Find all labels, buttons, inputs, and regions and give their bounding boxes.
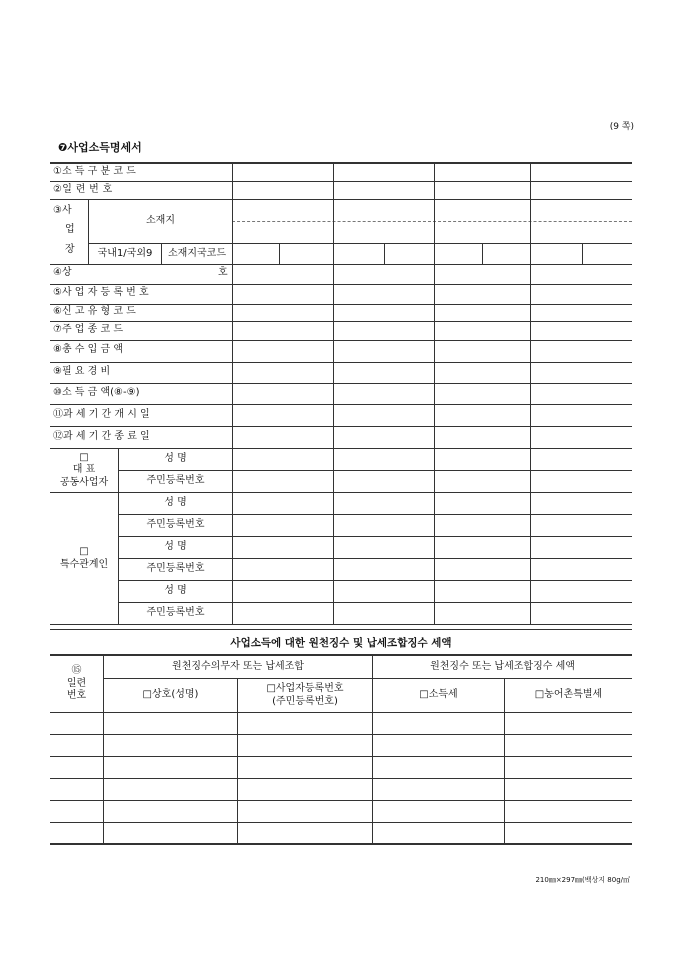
row-divider (50, 304, 632, 305)
row-divider (50, 404, 632, 405)
row-divider (50, 778, 632, 779)
special-relation-block (50, 493, 118, 624)
serial-line1: 일련 (66, 677, 87, 689)
page-number: (9 쪽) (609, 122, 634, 132)
rep-checkbox[interactable]: □ (79, 451, 89, 463)
rrn-label: 주민등록번호 (146, 563, 205, 575)
col-divider (333, 163, 334, 624)
label-workplace-2: 업 (65, 224, 75, 235)
row-divider (50, 822, 632, 823)
row-divider (50, 284, 632, 285)
name-label: 성 명 (164, 453, 187, 465)
name-label: 성 명 (164, 541, 187, 553)
dashed-divider (232, 221, 632, 222)
label-location: 소재지 (146, 215, 175, 227)
label-country-code: 소재지국코드 (168, 247, 226, 259)
row-divider (50, 181, 632, 182)
label-income-amount: ⑩소 득 금 액(⑧-⑨) (53, 387, 140, 398)
sub2-line2: (주민등록번호) (272, 695, 338, 707)
label-income-type-code (53, 167, 229, 177)
col-income-tax: □소득세 (419, 689, 458, 701)
col-divider (279, 243, 280, 264)
label-period-start: ⑪과 세 기 간 개 시 일 (53, 409, 150, 420)
name-label: 성 명 (164, 497, 187, 509)
label-workplace-1: ③사 (53, 205, 72, 216)
col-business-reg-no (238, 679, 372, 712)
rep-coowner-block (50, 449, 118, 492)
label-serial-number (53, 185, 229, 195)
col-divider (582, 243, 583, 264)
col-divider (232, 163, 233, 624)
row-divider (50, 756, 632, 757)
special-label: 특수관계인 (59, 558, 109, 570)
row-divider (50, 712, 632, 713)
row-divider (50, 624, 632, 625)
row-divider (50, 340, 632, 341)
row-divider (50, 800, 632, 801)
section2-top-border (50, 629, 632, 630)
rrn-label: 주민등록번호 (146, 519, 205, 531)
circled-15: ⑮ (71, 665, 82, 677)
special-checkbox[interactable]: □ (79, 546, 89, 557)
section-title: ❼사업소득명세서 (58, 141, 142, 154)
group-withheld-tax: 원천징수 또는 납세조합징수 세액 (430, 660, 575, 672)
label-trade-name: ④상 (53, 267, 72, 278)
label-industry-code: ⑦주 업 종 코 드 (53, 324, 123, 335)
rep-line1: 대 표 (72, 464, 96, 476)
label-trade-name-end: 호 (218, 267, 228, 278)
paper-spec-footnote: 210㎜×297㎜(백상지 80g/㎡ (535, 876, 630, 884)
rep-line2: 공동사업자 (59, 476, 109, 488)
label-total-revenue: ⑧총 수 입 금 액 (53, 344, 123, 355)
label-domestic-foreign: 국내1/국외9 (97, 247, 153, 259)
label-text: ②일 련 번 호 (53, 184, 113, 195)
col-trade-name: □상호(성명) (142, 689, 199, 701)
rrn-label: 주민등록번호 (146, 475, 205, 487)
label-business-reg-no: ⑤사 업 자 등 록 번 호 (53, 287, 149, 298)
group-withholding-agent: 원천징수의무자 또는 납세조합 (172, 660, 304, 672)
label-necessary-expenses: ⑨필 요 경 비 (53, 366, 111, 377)
label-text: ①소 득 구 분 코 드 (53, 166, 136, 177)
col-serial-header (50, 656, 103, 712)
col-divider (482, 243, 483, 264)
row-divider (50, 321, 632, 322)
sub2-line1: □사업자등록번호 (266, 683, 344, 694)
table-top-border (50, 162, 632, 164)
name-label: 성 명 (164, 585, 187, 597)
col-divider (530, 163, 531, 624)
row-divider (50, 426, 632, 427)
rrn-label: 주민등록번호 (146, 607, 205, 619)
table-bottom-border (50, 843, 632, 845)
row-divider (50, 362, 632, 363)
label-period-end: ⑫과 세 기 간 종 료 일 (53, 431, 150, 442)
serial-line2: 번호 (66, 690, 87, 702)
row-divider (50, 264, 632, 265)
row-divider (50, 734, 632, 735)
label-workplace-3: 장 (65, 244, 75, 255)
label-report-type-code: ⑥신 고 유 형 코 드 (53, 306, 136, 317)
col-divider (384, 243, 385, 264)
col-divider (434, 163, 435, 624)
col-rural-special-tax: □농어촌특별세 (534, 689, 603, 701)
section2-title: 사업소득에 대한 원천징수 및 납세조합징수 세액 (230, 637, 452, 649)
row-divider (50, 383, 632, 384)
